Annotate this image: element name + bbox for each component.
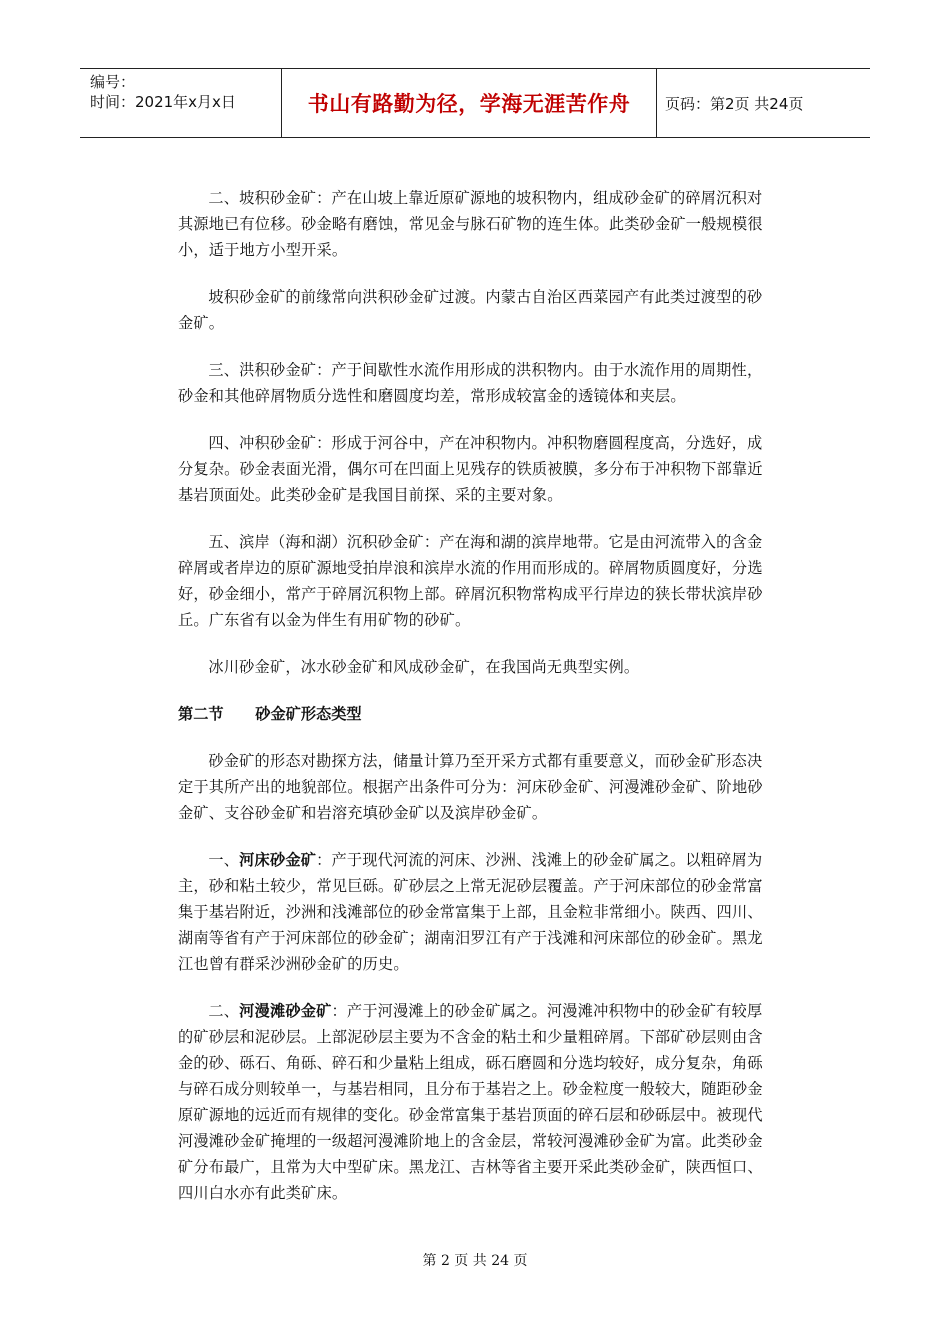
floodplain-prefix: 二、: [208, 1002, 240, 1020]
section-intro: 砂金矿的形态对勘探方法，储量计算乃至开采方式都有重要意义，而砂金矿形态决定于其所产出的地貌部位。根据产出条件可分为：河床砂金矿、河漫滩砂金矿、阶地砂金矿、支谷砂金矿和岩溶充填砂金矿以及滨岸砂金矿。: [178, 752, 763, 822]
riverbed-paragraph: [178, 847, 770, 977]
header-meta: [80, 69, 282, 137]
paragraph: 冰川砂金矿，冰水砂金矿和风成砂金矿，在我国尚无典型实例。: [208, 658, 640, 676]
paragraph: 二、坡积砂金矿：产在山坡上靠近原矿源地的坡积物内，组成砂金矿的碎屑沉积对其源地已有位移。砂金略有磨蚀，常见金与脉石矿物的连生体。此类砂金矿一般规模很小，适于地方小型开采。: [178, 189, 763, 259]
paragraph: 三、洪积砂金矿：产于间歇性水流作用形成的洪积物内。由于水流作用的周期性，砂金和其他碎屑物质分选性和磨圆度均差，常形成较富金的透镜体和夹层。: [178, 361, 763, 405]
header-page-number: 页码：第2页 共24页: [665, 94, 804, 113]
page-header: [80, 68, 870, 138]
paragraph: 坡积砂金矿的前缘常向洪积砂金矿过渡。内蒙古自治区西菜园产有此类过渡型的砂金矿。: [178, 288, 763, 332]
document-date: 时间：2021年x月x日: [90, 93, 236, 111]
riverbed-text: ：产于现代河流的河床、沙洲、浅滩上的砂金矿属之。以粗碎屑为主，砂和粘土较少，常见巨砾。矿砂层之上常无泥砂层覆盖。产于河床部位的砂金常富集于基岩附近，沙洲和浅滩部位的砂金常富集于上部，且金粒非常细小。陕西、四川、湖南等省有产于河床部位的砂金矿；湖南汨罗江有产于浅滩和河床部位的砂金矿。黑龙江也曾有群采沙洲砂金矿的历史。: [178, 851, 763, 973]
floodplain-text: ：产于河漫滩上的砂金矿属之。河漫滩冲积物中的砂金矿有较厚的矿砂层和泥砂层。上部泥砂层主要为不含金的粘土和少量粗碎屑。下部矿砂层则由含金的砂、砾石、角砾、碎石和少量粘上组成，砾石磨圆和分选均较好，成分复杂，角砾与碎石成分则较单一，与基岩相同，且分布于基岩之上。砂金粒度一般较大，随距砂金原矿源地的远近而有规律的变化。砂金常富集于基岩顶面的碎石层和砂砾层中。被现代河漫滩砂金矿掩埋的一级超河漫滩阶地上的含金层，常较河漫滩砂金矿为富。此类砂金矿分布最广，且常为大中型矿床。黑龙江、吉林等省主要开采此类砂金矿，陕西恒口、四川白水亦有此类矿床。: [178, 1002, 763, 1202]
page-footer: 第 2 页 共 24 页: [422, 1253, 528, 1269]
riverbed-term: 河床砂金矿: [239, 851, 317, 869]
riverbed-prefix: 一、: [208, 851, 240, 869]
header-motto: 书山有路勤为径，学海无涯苦作舟: [282, 69, 657, 137]
section-heading: 第二节 砂金矿形态类型: [178, 705, 362, 723]
document-body: [178, 185, 770, 1227]
paragraph: 五、滨岸（海和湖）沉积砂金矿：产在海和湖的滨岸地带。它是由河流带入的含金碎屑或者岸边的原矿源地受拍岸浪和滨岸水流的作用而形成的。碎屑物质圆度好，分选好，砂金细小，常产于碎屑沉积物上部。碎屑沉积物常构成平行岸边的狭长带状滨岸砂丘。广东省有以金为伴生有用矿物的砂矿。: [178, 533, 763, 629]
document-number: 编号：: [90, 73, 136, 91]
floodplain-paragraph: [178, 998, 770, 1206]
floodplain-term: 河漫滩砂金矿: [239, 1002, 332, 1020]
paragraph: 四、冲积砂金矿：形成于河谷中，产在冲积物内。冲积物磨圆程度高，分选好，成分复杂。砂金表面光滑，偶尔可在凹面上见残存的铁质被膜，多分布于冲积物下部靠近基岩顶面处。此类砂金矿是我国目前探、采的主要对象。: [178, 434, 763, 504]
